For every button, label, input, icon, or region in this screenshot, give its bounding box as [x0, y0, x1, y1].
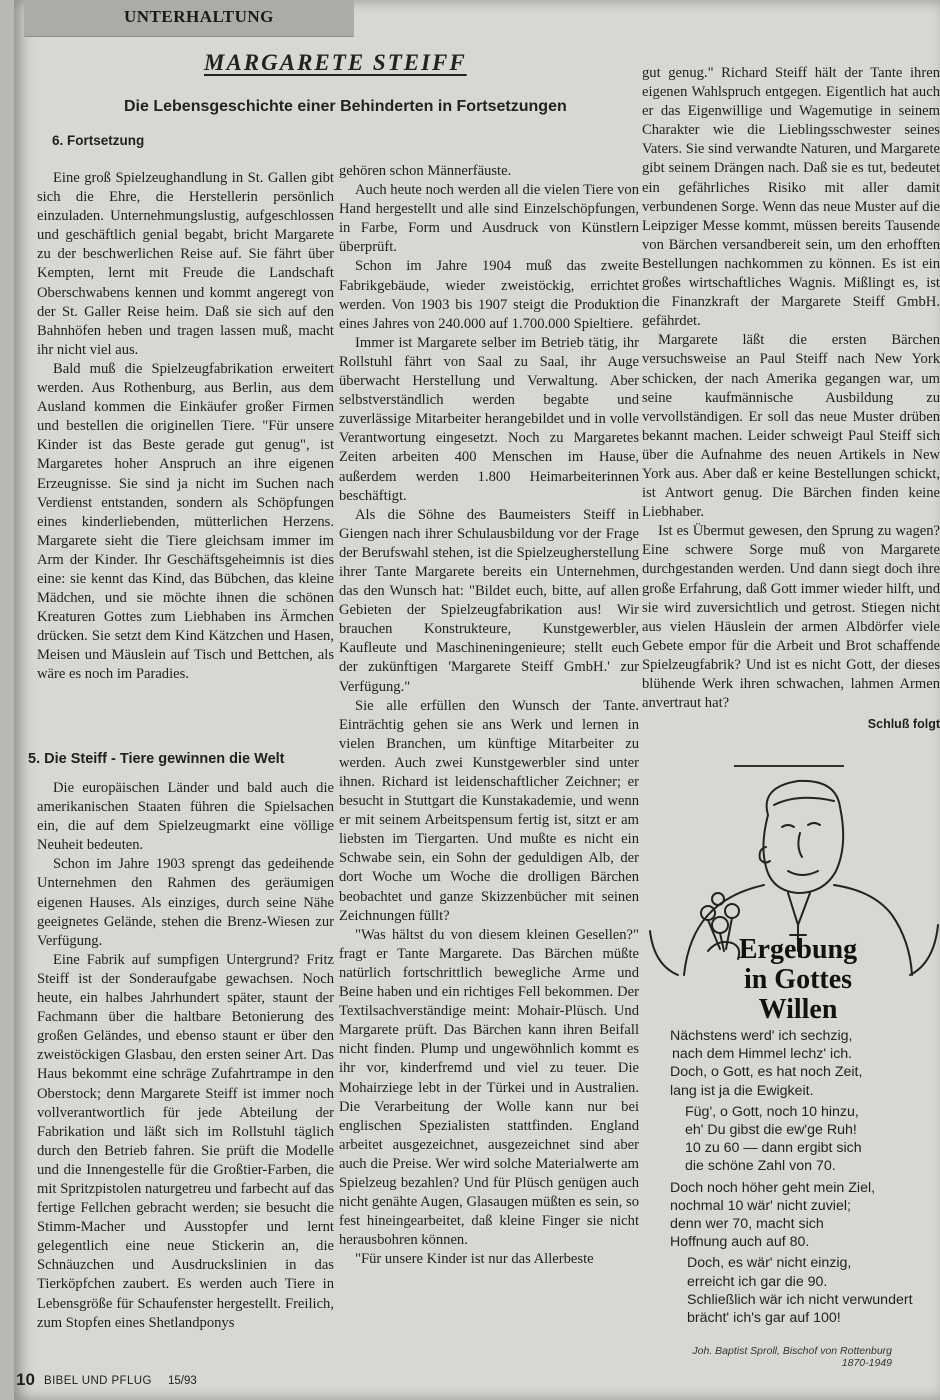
column-1-part-1: [37, 169, 334, 685]
paragraph: Schon im Jahre 1903 sprengt das gedeihende Unternehmen den Rahmen des geräumigen eigenen Hauses. Als einziges, durch seine Nähe geeignetes Gelände, stehen die Brenz-Wiesen zur Verfügung.: [37, 856, 334, 949]
poem-stanza: [670, 1103, 940, 1176]
paragraph: "Für unsere Kinder ist nur das Allerbeste: [355, 1251, 594, 1268]
paragraph: Eine Fabrik auf sumpfigen Untergrund? Fritz Steiff ist der Sonderaufgabe gewachsen. Noch heute, ein halbes Jahrhundert später, staunt der Fachmann über die haltbare Betonierung des großen Geländes, und ebenso staunt er über den zweistöckigen Glasbau, den ersten seiner Art. Das Haus bekommt eine schräge Zufahrtrampe in den Oberstock; denn Margarete Steiff ist immer noch vollverantwortlich für jede Abteilung der Fabrikation und läßt sich im Rollstuhl täglich durch den Betrieb fahren. Sie prüft die Modelle und die Innengestelle für die Großtier-Farben, die mit Spritzpistolen naturgetreu und farbecht auf das fertige Fellchen gebracht werden; sie besucht die Stimm-Macher und Ausstopfer und lernt gelegentlich eine neue Stickerin an, die Schnäuzchen und Ausdruckslinien in das Tierköpfchen zaubert. Es werden auch Tiere in Lebensgröße für Schaufenster hergestellt. Freilich, zum Stopfen eines Shetlandponys: [37, 951, 334, 1331]
poem-author: [660, 1345, 892, 1369]
poem-author-years: 1870-1949: [841, 1357, 892, 1369]
installment-label: 6. Fortsetzung: [52, 133, 145, 148]
poem-line: denn wer 70, macht sich: [670, 1216, 824, 1233]
poem-line: erreicht ich gar die 90.: [687, 1273, 828, 1290]
poem-title-line: Ergebung: [738, 934, 858, 965]
paragraph: gut genug." Richard Steiff hält der Tante ihren eigenen Wahlspruch entgegen. Eigentlich hat auch er das Eigenwillige und Wagemutige in seinem Charakter wie die Lieblingsschwester seines Vaters. Sie sind verwandte Naturen, und Margarete gibt seinem Drängen nach. Daß sie es tut, bedeutet ein gefährliches Risiko mit aller damit verbundenen Sorge. Wenn das neue Muster auf die Leipziger Messe kommt, müssen bereits Tausende von Bärchen versandbereit sein, um den erhofften Bestellungen nachkommen zu können. Es ist ein großes wirtschaftliches Wagnis. Mißlingt es, ist die Finanzkraft der Margarete Steiff GmbH. gefährdet.: [642, 65, 940, 330]
magazine-page: [14, 0, 940, 1400]
paragraph: gehören schon Männerfäuste.: [339, 163, 512, 179]
poem-box: [648, 765, 940, 1385]
paragraph: Auch heute noch werden all die vielen Tiere von Hand hergestellt und alle sind Einzelschöpfungen, in Farbe, Form und Ausdruck von Künstlern überprüft.: [339, 182, 639, 256]
column-2: [339, 162, 639, 1269]
poem-line: 10 zu 60 — dann ergibt sich: [685, 1140, 862, 1157]
poem-title: [698, 935, 898, 1025]
poem-line: Doch, es wär' nicht einzig,: [687, 1255, 852, 1272]
page-footer: [14, 1370, 274, 1396]
article-subtitle: Die Lebensgeschichte einer Behinderten in Fortsetzungen: [124, 98, 567, 115]
paragraph: Als die Söhne des Baumeisters Steiff in Giengen nach ihrer Schulausbildung vor der Frage der Berufswahl stehen, ist die Spielzeugherstellung ihrer Tante Margarete bereits ein Unternehmen, das den Wunsch hat: "Bildet euch, bitte, auf allen Gebieten der Spielzeugfabrikation aus! Wir brauchen Konstrukteure, Kunstgewerbler, Kaufleute und Maschineningenieure; stellt euch der zukünftigen 'Margarete Steiff GmbH.' zur Verfügung.": [339, 506, 639, 695]
poem-stanza: [670, 1179, 940, 1252]
page-number: 10: [16, 1370, 35, 1389]
poem-line: Schließlich wär ich nicht verwundert: [687, 1291, 913, 1308]
poem-stanza: [670, 1254, 940, 1327]
poem-line: nochmal 10 wär' nicht zuviel;: [670, 1197, 851, 1214]
section-label: UNTERHALTUNG: [124, 7, 274, 26]
poem-line: Füg', o Gott, noch 10 hinzu,: [685, 1103, 859, 1120]
column-3: [642, 64, 940, 734]
poem-title-line: Willen: [758, 994, 838, 1025]
poem-stanza: [670, 1027, 940, 1100]
poem-line: Nächstens werd' ich sechzig,: [670, 1028, 853, 1044]
paragraph: Eine groß Spielzeughandlung in St. Gallen gibt sich die Ehre, die Herstellerin persönlich einzuladen. Unternehmungslustig, aufgeschlossen und geschäftlich genial begabt, bricht Margarete zu der beschwerlichen Reise auf. Sie fährt über Kempten, lernt mit Freude die Landschaft Oberschwabens kennen und kommt angeregt von der St. Galler Reise heim. Daß sie sich auf den Bahnhöfen heben und tragen lassen muß, macht ihr nicht viel aus.: [37, 170, 334, 358]
paragraph: Schon im Jahre 1904 muß das zweite Fabrikgebäude, wieder zweistöckig, errichtet werden. Von 1903 bis 1907 steigt die Produktion eines Jahres von 240.000 auf 1.700.000 Spieltiere.: [339, 258, 639, 332]
poem-title-line: in Gottes: [743, 964, 853, 995]
section-tab: [24, 0, 354, 37]
poem-line: eh' Du gibst die ew'ge Ruh!: [685, 1122, 857, 1139]
column-1-part-2: [37, 779, 334, 1333]
paragraph: Margarete läßt die ersten Bärchen versuchsweise an Paul Steiff nach New York schicken, der nach Amerika gegangen war, um seine kaufmännische Ausbildung zu vervollständigen. Er soll das neue Muster drüben bekannt machen. Leider schweigt Paul Steiff sich über die Aufnahme des neuen Artikels in New York aus. Aber daß er keine Bestellungen schickt, ist Antwort genug. Die Bärchen finden keine Liebhaber.: [642, 332, 940, 521]
poem-line: lang ist ja die Ewigkeit.: [670, 1082, 814, 1099]
poem-line: die schöne Zahl von 70.: [685, 1158, 836, 1175]
poem-line: Doch, o Gott, es hat noch Zeit,: [670, 1064, 863, 1081]
section-subheading: 5. Die Steiff - Tiere gewinnen die Welt: [28, 751, 285, 767]
poem-text: [670, 1027, 940, 1330]
paragraph: Die europäischen Länder und bald auch die amerikanischen Staaten führen die Spielsachen ein, die auf dem Spielzeugmarkt eine völlige Neuheit bedeuten.: [37, 780, 334, 854]
divider-rule: [734, 765, 844, 767]
magazine-name: BIBEL UND PFLUG: [44, 1375, 152, 1387]
poem-line: brächt' ich's gar auf 100!: [687, 1310, 841, 1327]
paragraph: Ist es Übermut gewesen, den Sprung zu wagen? Eine schwere Sorge muß von Margarete durchgestanden werden. Und dann siegt doch ihre große Erfahrung, daß Gott immer wieder hilft, und sie wird zuversichtlich und getrost. Stiegen nicht aus vielen Häuslein der armen Albdörfer viele Gebete empor für die Arbeit und Brot schaffende Spielzeugfabrik? Und ist es nicht Gott, der dieses blühende Werk ihren schwachen, lahmen Armen anvertraut hat?: [642, 523, 940, 712]
paragraph: Bald muß die Spielzeugfabrikation erweitert werden. Aus Rothenburg, aus Berlin, aus dem Ausland kommen die Einkäufer großer Firmen und bestellen die originellen Tiere. "Für unsere Kinder ist das Beste gerade gut genug", ist Margaretes hoher Anspruch an ihre eigenen Erzeugnisse. Sie sind ja nicht im Suchen nach Verdienst entstanden, sondern als Schöpfungen eines kinderliebenden, mütterlichen Herzens. Margarete sieht die Tiere gleichsam immer im Arm der Kinder. Ihr Geschäftsgeheimnis ist dies eine: sie kennt das Kind, das Bübchen, das kleine Mädchen, und sie möchte ihnen die schönen Kreaturen Gottes zum Liebhaben ins Ärmchen drücken. Sie setzt dem Kind Kätzchen und Hasen, Meisen und Mäuslein auf Tisch und Bettchen, als wäre es noch im Paradies.: [37, 360, 334, 683]
poem-author-name: Joh. Baptist Sproll, Bischof von Rottenburg: [692, 1345, 892, 1357]
poem-line: Hoffnung auch auf 80.: [670, 1234, 810, 1251]
issue-number: 15/93: [168, 1375, 197, 1387]
poem-line: Doch noch höher geht mein Ziel,: [670, 1179, 876, 1196]
paragraph: "Was hältst du von diesem kleinen Gesellen?" fragt er Tante Margarete. Das Bärchen müßte natürlich fortschrittlich bewegliche Arme und Beine haben und ein richtiges Fell bekommen. Der Textilsachverständige meint: Mohair-Plüsch. Und Margarete prüft. Das Bärchen kann ihren Beifall nicht finden. Plump und ungewöhnlich kommt es ihr vor, kinderfremd und viel zu teuer. Die Mohairziege lebt in der Türkei und in Australien. Die Verarbeitung der Wolle kann nur bei englischen Spezialisten stattfinden. England arbeitet ausgezeichnet, ausgezeichnet sind aber auch die Preise. Wer wird solche Materialwerte am Spielzeug bezahlen? Und für Plüsch genügen auch nicht genähte Augen, Glasaugen müßten es sein, so fest hineingearbeitet, daß kleine Finger sie nicht herausbohren können.: [339, 926, 639, 1249]
poem-line: nach dem Himmel lechz' ich.: [672, 1046, 853, 1063]
paragraph: Sie alle erfüllen den Wunsch der Tante. Einträchtig gehen sie ans Werk und lernen in vielen Branchen, um künftige Mitarbeiter zu werden. Auch zwei Kunstgewerbler sind unter ihnen. Richard ist leidenschaftlicher Zeichner; er besucht in Stuttgart die Kunstakademie, und wenn er mit seinem Arbeitspensum fertig ist, sitzt er am liebsten im Tiergarten. Und mußte es nicht ein Schwabe sein, ein Sohn der geduldigen Alb, der dort Woche um Woche die drolligen Bärchen beobachtet und ganze Skizzenbücher mit seinen Zeichnungen füllt?: [339, 697, 639, 924]
article-title: MARGARETE STEIFF: [204, 50, 467, 75]
to-be-concluded-note: Schluß folgt: [867, 717, 940, 732]
paragraph: Immer ist Margarete selber im Betrieb tätig, ihr Rollstuhl fährt von Saal zu Saal, ihr Auge überwacht Herstellung und Verwaltung. Aber selbstverständlich werden begabte und zuverlässige Mitarbeiter herangebildet und in volle Verantwortung eingesetzt. Noch zu Margaretes Zeiten arbeiten 400 Menschen im Hause, außerdem werden 1.800 Heimarbeiterinnen beschäftigt.: [339, 334, 639, 504]
